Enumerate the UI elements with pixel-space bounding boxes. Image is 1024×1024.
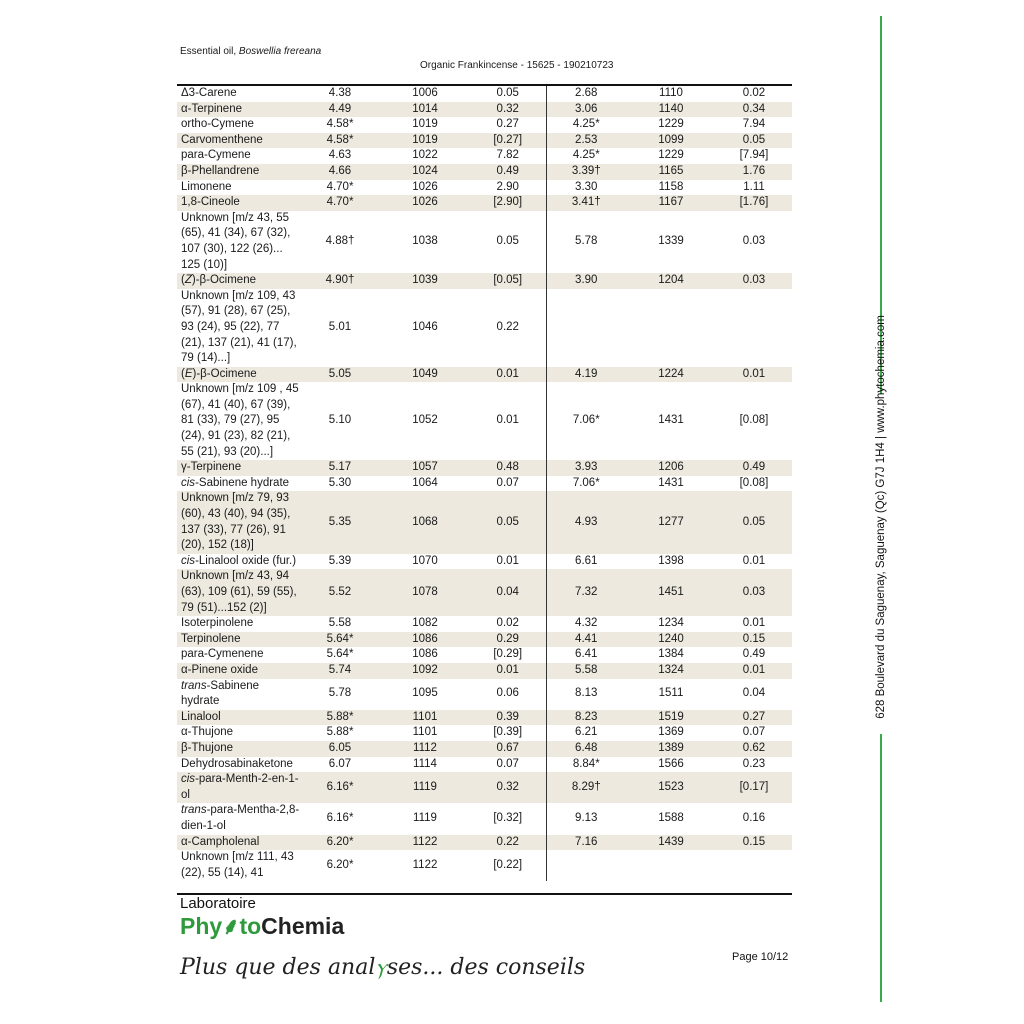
ri-2: 1158: [658, 180, 684, 193]
rt-2: 6.61: [575, 554, 598, 567]
table-row: [177, 491, 792, 553]
rt-1: 4.90†: [300, 273, 380, 289]
percent-1: [0.39]: [470, 725, 546, 741]
rt-2: 6.48: [546, 741, 626, 757]
sidebar-address: 628 Boulevard du Saguenay, Saguenay (Qc) G7J 1H4 | www.phytochemia.com: [875, 315, 887, 719]
table-row: [177, 616, 792, 632]
rt-1: 6.07: [328, 757, 352, 770]
ri-2: 1339: [658, 235, 684, 248]
percent-2: [7.94]: [739, 149, 769, 162]
rt-1: 5.88*: [300, 710, 380, 726]
rt-1: 4.63: [328, 149, 352, 162]
compound-name: Unknown [m/z 43, 94 (63), 109 (61), 59 (55), 79 (51)...152 (2)]: [177, 569, 300, 616]
rt-1: 6.16*: [326, 812, 354, 825]
ri-2: 1204: [626, 273, 716, 289]
percent-1: [0.05]: [470, 273, 546, 289]
table-row: [177, 663, 792, 679]
table-row: [177, 148, 792, 164]
table-row: [177, 211, 792, 273]
compound-name: α-Terpinene: [177, 102, 300, 118]
percent-1: 0.01: [470, 382, 546, 460]
compound-name: Dehydrosabinaketone: [181, 757, 293, 770]
ri-1: 1006: [412, 87, 438, 99]
ri-2: 1431: [658, 414, 684, 427]
ri-2: 1206: [626, 460, 716, 476]
compound-name: α-Campholenal: [177, 835, 300, 851]
rt-1: 5.35: [300, 491, 380, 553]
table-row: [177, 710, 792, 726]
ri-1: 1101: [412, 726, 438, 739]
percent-2: 0.01: [742, 617, 766, 630]
percent-1: 0.02: [470, 616, 546, 632]
compound-name: ortho-Cymene: [181, 118, 254, 131]
table-row: [177, 679, 792, 710]
rt-1: 6.20*: [300, 835, 380, 851]
table-row: [177, 725, 792, 741]
leaf-icon: ⸙: [222, 913, 240, 939]
rt-2: 6.21: [575, 726, 598, 739]
rt-1: 4.38: [328, 87, 352, 99]
percent-2: 0.01: [716, 663, 792, 679]
ri-2: 1369: [658, 726, 684, 739]
percent-2: 0.07: [742, 726, 766, 739]
page-number: Page 10/12: [732, 951, 789, 963]
compound-name: α-Thujone: [181, 726, 234, 739]
ri-1: 1024: [380, 164, 470, 180]
ri-2: 1167: [626, 195, 716, 211]
rt-2: 4.93: [546, 491, 626, 553]
ri-1: 1114: [413, 757, 437, 770]
ri-1: 1026: [412, 180, 438, 193]
rt-1: 5.64*: [326, 648, 354, 661]
ri-2: 1398: [658, 554, 684, 567]
percent-1: 0.67: [470, 741, 546, 757]
percent-2: 0.03: [742, 235, 766, 248]
ri-2: 1431: [658, 476, 684, 489]
table-row: [177, 273, 792, 289]
rt-2: [546, 850, 626, 881]
ri-2: 1234: [658, 617, 684, 630]
ri-2: 1588: [658, 812, 684, 825]
rt-1: 4.88†: [325, 235, 355, 248]
phytochemia-logo: [180, 895, 344, 939]
percent-2: [716, 289, 792, 367]
percent-2: 0.04: [742, 687, 766, 700]
ri-2: 1224: [626, 367, 716, 383]
ri-1: 1026: [380, 195, 470, 211]
percent-2: 0.23: [742, 757, 766, 770]
percent-2: 0.03: [716, 273, 792, 289]
compound-name: Unknown [m/z 109, 43 (57), 91 (28), 67 (25), 93 (24), 95 (22), 77 (21), 137 (21), 41 (17), 79 (14)...]: [181, 289, 297, 365]
ri-1: 1046: [412, 320, 438, 333]
percent-2: 0.15: [716, 835, 792, 851]
percent-2: [716, 850, 792, 881]
percent-1: 2.90: [470, 180, 546, 196]
percent-1: 0.01: [470, 663, 546, 679]
ri-1: 1070: [412, 554, 438, 567]
ri-2: [626, 850, 716, 881]
percent-1: 0.01: [470, 367, 546, 383]
rt-2: 3.41†: [546, 195, 626, 211]
rt-1: 5.58: [328, 617, 352, 630]
rt-1: 5.52: [300, 569, 380, 616]
percent-2: 0.02: [742, 87, 766, 99]
ri-2: 1439: [626, 835, 716, 851]
table-row: [177, 164, 792, 180]
percent-1: [0.29]: [470, 647, 546, 663]
rt-1: 4.70*: [300, 195, 380, 211]
ri-1: 1052: [412, 414, 438, 427]
rt-1: 5.01: [328, 320, 352, 333]
percent-2: 0.62: [716, 741, 792, 757]
ri-1: 1068: [380, 491, 470, 553]
table-row: [177, 741, 792, 757]
document-title: Essential oil, Boswellia frereana: [180, 46, 322, 57]
compound-name: β-Phellandrene: [177, 164, 300, 180]
rt-2: 9.13: [575, 812, 598, 825]
ri-1: 1014: [380, 102, 470, 118]
rt-1: 5.64*: [300, 632, 380, 648]
ri-2: 1110: [659, 87, 683, 99]
sample-identifier: Organic Frankincense - 15625 - 190210723: [420, 60, 614, 71]
rt-2: 3.30: [575, 180, 598, 193]
percent-1: [2.90]: [470, 195, 546, 211]
ri-1: 1092: [380, 663, 470, 679]
compound-name: Δ3-Carene: [181, 87, 237, 99]
compound-name: trans-Sabinene hydrate: [181, 679, 260, 708]
percent-2: 7.94: [742, 118, 766, 131]
ri-2: 1324: [626, 663, 716, 679]
rt-2: 3.93: [546, 460, 626, 476]
rt-2: 4.25*: [572, 118, 600, 131]
rt-1: 5.05: [300, 367, 380, 383]
percent-1: 0.07: [470, 757, 546, 773]
percent-1: 0.05: [470, 491, 546, 553]
percent-1: [0.22]: [470, 850, 546, 881]
percent-1: 0.04: [470, 569, 546, 616]
rt-2: 7.32: [546, 569, 626, 616]
rt-2: 5.78: [575, 235, 598, 248]
compound-name: α-Pinene oxide: [177, 663, 300, 679]
rt-2: 7.16: [546, 835, 626, 851]
percent-1: 0.01: [470, 554, 546, 570]
percent-2: 0.01: [716, 367, 792, 383]
percent-1: 0.39: [470, 710, 546, 726]
table-row: [177, 554, 792, 570]
rt-2: 7.06*: [572, 476, 600, 489]
ri-1: 1086: [380, 632, 470, 648]
ri-2: 1229: [658, 149, 684, 162]
ri-1: 1119: [413, 812, 437, 825]
compound-name: para-Cymenene: [181, 648, 264, 661]
percent-1: 0.29: [470, 632, 546, 648]
ri-2: 1140: [626, 102, 716, 118]
ri-1: 1064: [412, 476, 438, 489]
compound-name: Unknown [m/z 109 , 45 (67), 41 (40), 67 (39), 81 (33), 79 (27), 95 (24), 91 (23), 82 (21), 55 (21), 93 (20)...]: [181, 383, 299, 458]
table-row: [177, 803, 792, 834]
ri-1: 1101: [380, 710, 470, 726]
compound-name: γ-Terpinene: [177, 460, 300, 476]
rt-2: 4.32: [575, 617, 598, 630]
table-row: [177, 367, 792, 383]
rt-1: 5.17: [300, 460, 380, 476]
ri-2: 1277: [626, 491, 716, 553]
rt-1: 4.58*: [300, 133, 380, 149]
composition-table: [177, 86, 792, 881]
percent-1: 0.07: [470, 476, 546, 492]
percent-1: 0.49: [470, 164, 546, 180]
ri-2: 1451: [626, 569, 716, 616]
ri-1: 1078: [380, 569, 470, 616]
ri-1: 1057: [380, 460, 470, 476]
percent-2: [0.08]: [739, 476, 769, 489]
percent-2: 0.16: [742, 812, 766, 825]
rt-2: 4.41: [546, 632, 626, 648]
percent-2: 0.34: [716, 102, 792, 118]
percent-2: 0.03: [716, 569, 792, 616]
table-row: [177, 569, 792, 616]
table-row: [177, 632, 792, 648]
percent-1: 0.27: [470, 117, 546, 133]
compound-name: 1,8-Cineole: [177, 195, 300, 211]
compound-name: Unknown [m/z 111, 43 (22), 55 (14), 41: [181, 851, 294, 879]
rt-1: 5.74: [300, 663, 380, 679]
percent-2: [0.17]: [716, 772, 792, 803]
rt-2: [546, 289, 626, 367]
logo-brand: Phy⸙toChemia: [180, 913, 345, 939]
rt-2: 3.06: [546, 102, 626, 118]
rt-1: 4.58*: [326, 118, 354, 131]
rt-1: 6.20*: [326, 858, 354, 871]
ri-1: 1049: [380, 367, 470, 383]
table-row: [177, 647, 792, 663]
table-row: [177, 772, 792, 803]
compound-name: cis-Linalool oxide (fur.): [181, 554, 297, 567]
percent-2: 0.01: [742, 554, 766, 567]
slogan: Plus que des analⲩses... des conseils: [180, 955, 586, 980]
leaf-icon: ⲩ: [375, 955, 387, 980]
compound-name: Unknown [m/z 79, 93 (60), 43 (40), 94 (35), 137 (33), 77 (26), 91 (20), 152 (18)]: [177, 491, 300, 553]
percent-2: 1.76: [716, 164, 792, 180]
percent-1: 7.82: [470, 148, 546, 164]
logo-laboratoire-text: Laboratoire: [180, 895, 256, 912]
percent-2: [0.08]: [739, 414, 769, 427]
ri-1: 1038: [412, 235, 438, 248]
ri-1: 1122: [380, 835, 470, 851]
table-row: [177, 102, 792, 118]
rt-2: 3.90: [546, 273, 626, 289]
rt-2: 6.41: [575, 648, 598, 661]
rt-1: 6.05: [300, 741, 380, 757]
rt-2: 7.06*: [572, 414, 600, 427]
rt-1: 5.78: [328, 687, 352, 700]
percent-1: 0.32: [470, 772, 546, 803]
table-row: [177, 850, 792, 881]
ri-2: [626, 289, 716, 367]
ri-1: 1019: [412, 118, 438, 131]
ri-2: 1511: [658, 687, 684, 700]
rt-1: 5.39: [328, 554, 352, 567]
table-row: [177, 460, 792, 476]
ri-2: 1099: [626, 133, 716, 149]
percent-2: 0.05: [716, 491, 792, 553]
percent-2: [1.76]: [716, 195, 792, 211]
percent-1: 0.32: [470, 102, 546, 118]
table-row: [177, 835, 792, 851]
compound-name: Limonene: [181, 180, 232, 193]
ri-1: 1039: [380, 273, 470, 289]
percent-1: 0.22: [470, 289, 546, 367]
percent-2: 0.49: [716, 460, 792, 476]
table-row: [177, 133, 792, 149]
rt-2: 8.13: [575, 687, 598, 700]
percent-1: [0.27]: [470, 133, 546, 149]
ri-2: 1240: [626, 632, 716, 648]
table-row: [177, 86, 792, 102]
percent-2: 0.27: [716, 710, 792, 726]
ri-1: 1112: [380, 741, 470, 757]
compound-name: Linalool: [177, 710, 300, 726]
percent-1: 0.22: [470, 835, 546, 851]
percent-2: 0.15: [716, 632, 792, 648]
ri-1: 1019: [380, 133, 470, 149]
compound-name: trans-para-Mentha-2,8-dien-1-ol: [181, 804, 300, 832]
ri-1: 1086: [412, 648, 438, 661]
rt-1: 4.70*: [326, 180, 354, 193]
percent-1: 0.06: [470, 679, 546, 710]
ri-2: 1566: [658, 757, 684, 770]
percent-2: 0.49: [742, 648, 766, 661]
rt-2: 3.39†: [546, 164, 626, 180]
ri-1: 1022: [412, 149, 438, 162]
rt-2: 5.58: [546, 663, 626, 679]
compound-name: β-Thujone: [177, 741, 300, 757]
table-row: [177, 476, 792, 492]
table-row: [177, 382, 792, 460]
rt-1: 5.88*: [326, 726, 354, 739]
compound-name: Isoterpinolene: [181, 617, 254, 630]
rt-2: 2.68: [575, 87, 598, 99]
compound-name: Unknown [m/z 43, 55 (65), 41 (34), 67 (32), 107 (30), 122 (26)... 125 (10)]: [181, 211, 291, 271]
percent-1: 0.48: [470, 460, 546, 476]
compound-name: Carvomenthene: [177, 133, 300, 149]
rt-2: 8.84*: [572, 757, 600, 770]
ri-1: 1122: [412, 858, 438, 871]
ri-2: 1165: [626, 164, 716, 180]
table-row: [177, 757, 792, 773]
percent-1: 0.05: [470, 211, 546, 273]
compound-name: (Z)-β-Ocimene: [177, 273, 300, 289]
percent-1: [0.32]: [470, 803, 546, 834]
sidebar-green-rule-bottom: [880, 734, 882, 1002]
ri-2: 1384: [658, 648, 684, 661]
rt-2: 8.23: [546, 710, 626, 726]
table-row: [177, 195, 792, 211]
ri-1: 1119: [380, 772, 470, 803]
table-row: [177, 117, 792, 133]
compound-name: (E)-β-Ocimene: [177, 367, 300, 383]
compound-name: cis-Sabinene hydrate: [181, 476, 290, 489]
compound-name: cis-para-Menth-2-en-1-ol: [177, 772, 300, 803]
ri-2: 1523: [626, 772, 716, 803]
ri-2: 1229: [658, 118, 684, 131]
percent-2: 0.05: [716, 133, 792, 149]
rt-1: 5.10: [328, 414, 352, 427]
rt-2: 4.25*: [572, 149, 600, 162]
ri-2: 1519: [626, 710, 716, 726]
rt-1: 4.49: [300, 102, 380, 118]
rt-1: 6.16*: [300, 772, 380, 803]
rt-1: 5.30: [328, 476, 352, 489]
table-row: [177, 180, 792, 196]
compound-name: para-Cymene: [181, 149, 251, 162]
table-row: [177, 289, 792, 367]
ri-1: 1082: [412, 617, 438, 630]
percent-2: 1.11: [743, 180, 765, 193]
ri-2: 1389: [626, 741, 716, 757]
compound-name: Terpinolene: [177, 632, 300, 648]
rt-2: 8.29†: [546, 772, 626, 803]
percent-1: 0.05: [470, 86, 546, 102]
ri-1: 1095: [412, 687, 438, 700]
rt-2: 4.19: [546, 367, 626, 383]
rt-2: 2.53: [546, 133, 626, 149]
rt-1: 4.66: [300, 164, 380, 180]
